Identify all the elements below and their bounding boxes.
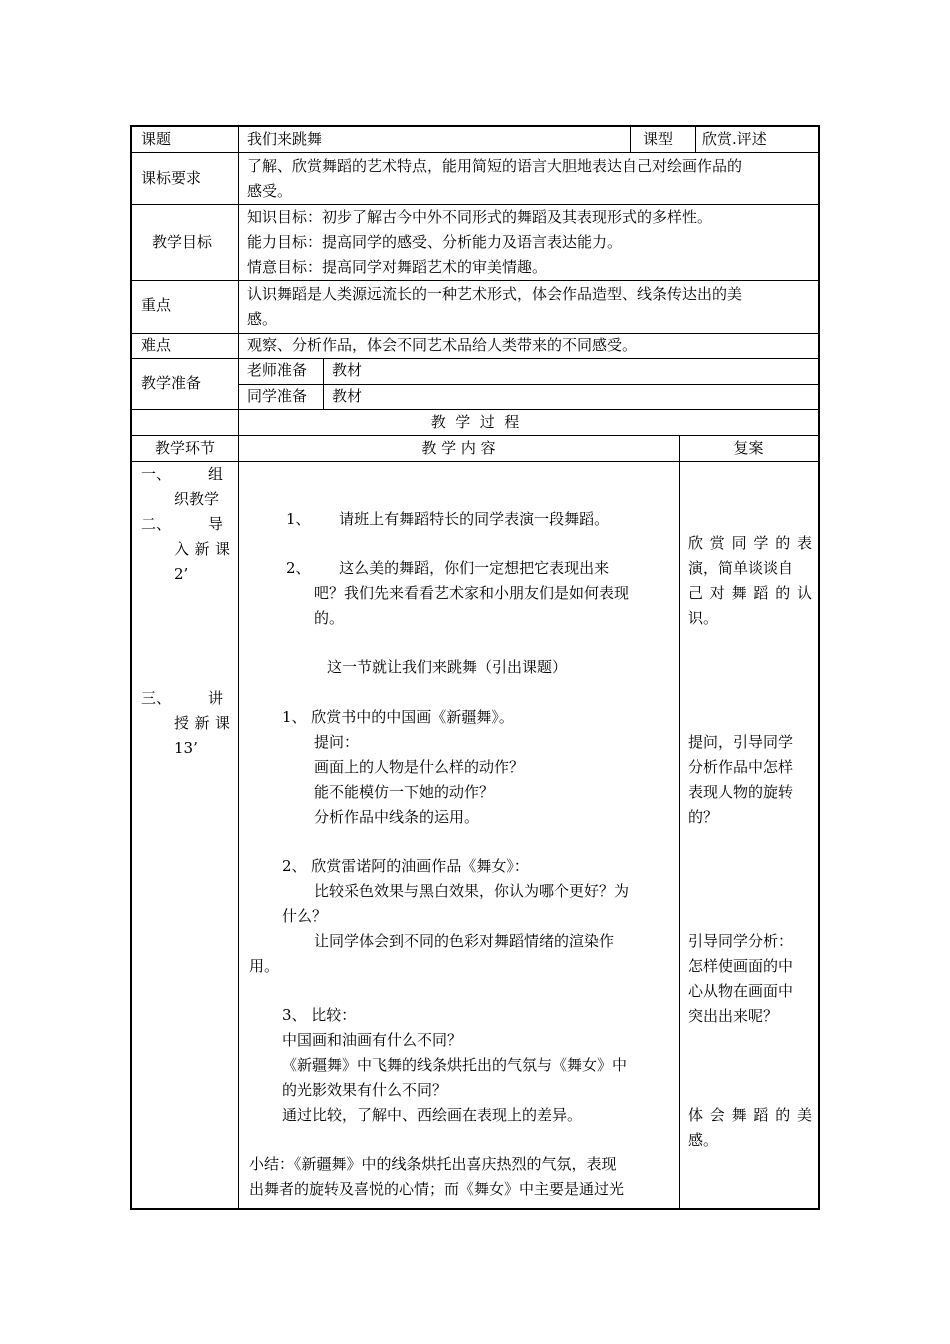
requirements-line: 感受。 (247, 182, 293, 200)
content-line: 提问： (314, 733, 360, 751)
stage-text: 织教学 (174, 490, 220, 508)
row-divider (132, 461, 818, 462)
content-line: 出舞者的旋转及喜悦的心情；而《舞女》中主要是通过光 (249, 1180, 625, 1198)
stage-number: 三、 (141, 689, 172, 707)
column-divider (238, 127, 239, 435)
process-title: 教 学 过 程 (430, 413, 520, 431)
row-divider (238, 384, 818, 385)
content-line: 1、 请班上有舞蹈特长的同学表演一段舞蹈。 (286, 510, 610, 528)
lesson-plan-table (130, 125, 820, 1210)
requirements-label: 课标要求 (141, 169, 202, 187)
row-divider (132, 358, 818, 359)
note-line: 突出出来呢？ (688, 1007, 779, 1025)
content-line: 1、 欣赏书中的中国画《新疆舞》。 (282, 708, 514, 726)
column-divider (323, 358, 324, 409)
teacher-prep-value: 教材 (332, 361, 363, 379)
content-line: 比较采色效果与黑白效果，你认为哪个更好？为 (314, 882, 630, 900)
content-line: 画面上的人物是什么样的动作？ (314, 758, 525, 776)
note-line: 感。 (688, 1131, 719, 1149)
content-line: 吧？我们先来看看艺术家和小朋友们是如何表现 (314, 584, 630, 602)
stage-duration: 2’ (174, 565, 189, 583)
note-line: 引导同学分析： (688, 932, 794, 950)
content-line: 的。 (314, 609, 345, 627)
column-divider (238, 435, 239, 1210)
stage-duration: 13’ (174, 739, 198, 757)
column-header-notes: 复案 (733, 439, 764, 457)
content-line: 2、 这么美的舞蹈，你们一定想把它表现出来 (286, 559, 610, 577)
note-line: 怎样使画面的中 (688, 957, 794, 975)
column-header-stage: 教学环节 (154, 439, 215, 457)
stage-number: 二、 (141, 515, 172, 533)
column-header-content: 教 学 内 容 (421, 439, 496, 457)
content-line: 2、 欣赏雷诺阿的油画作品《舞女》： (282, 857, 529, 875)
key-point-line: 感。 (247, 310, 278, 328)
objectives-line: 能力目标：提高同学的感受、分析能力及语言表达能力。 (247, 233, 623, 251)
objectives-line: 知识目标：初步了解古今中外不同形式的舞蹈及其表现形式的多样性。 (247, 208, 713, 226)
note-line: 识。 (688, 609, 719, 627)
content-line: 的光影效果有什么不同？ (282, 1081, 448, 1099)
note-line: 己对舞蹈的认 (688, 584, 812, 602)
content-line: 分析作品中线条的运用。 (314, 808, 480, 826)
content-line: 让同学体会到不同的色彩对舞蹈情绪的渲染作 (314, 932, 615, 950)
note-line: 欣赏同学的表 (688, 534, 812, 552)
stage-text: 授新课 (174, 714, 230, 732)
row-divider (132, 280, 818, 281)
column-divider (630, 127, 631, 152)
content-line: 中国画和油画有什么不同？ (282, 1031, 463, 1049)
key-point-label: 重点 (141, 296, 172, 314)
lesson-label: 课题 (141, 130, 172, 148)
stage-text: 导 (208, 515, 224, 533)
objectives-label: 教学目标 (152, 233, 213, 251)
student-prep-label: 同学准备 (247, 387, 308, 405)
row-divider (132, 152, 818, 153)
content-line: 什么？ (282, 907, 328, 925)
note-line: 心从物在画面中 (688, 982, 794, 1000)
type-value: 欣赏.评述 (702, 130, 767, 148)
content-line: 通过比较，了解中、西绘画在表现上的差异。 (282, 1106, 583, 1124)
stage-number: 一、 (141, 465, 172, 483)
teacher-prep-label: 老师准备 (247, 361, 308, 379)
key-point-line: 认识舞蹈是人类源远流长的一种艺术形式，体会作品造型、线条传达出的美 (247, 285, 743, 303)
stage-text: 组 (208, 465, 224, 483)
stage-text: 讲 (208, 689, 224, 707)
column-divider (695, 127, 696, 152)
content-line: 这一节就让我们来跳舞（引出课题） (327, 658, 568, 676)
type-label: 课型 (643, 130, 674, 148)
difficulty-text: 观察、分析作品，体会不同艺术品给人类带来的不同感受。 (247, 336, 638, 354)
difficulty-label: 难点 (141, 336, 172, 354)
preparation-label: 教学准备 (141, 374, 202, 392)
note-line: 演，简单谈谈自 (688, 559, 794, 577)
note-line: 表现人物的旋转 (688, 783, 794, 801)
column-divider (679, 435, 680, 1210)
lesson-title: 我们来跳舞 (247, 130, 323, 148)
content-line: 小结：《新疆舞》中的线条烘托出喜庆热烈的气氛，表现 (249, 1155, 617, 1173)
student-prep-value: 教材 (332, 387, 363, 405)
stage-text: 入新课 (174, 540, 230, 558)
content-line: 3、 比较： (282, 1006, 357, 1024)
content-line: 用。 (249, 957, 280, 975)
note-line: 分析作品中怎样 (688, 758, 794, 776)
objectives-line: 情意目标：提高同学对舞蹈艺术的审美情趣。 (247, 258, 548, 276)
note-line: 体会舞蹈的美 (688, 1106, 812, 1124)
content-line: 能不能模仿一下她的动作？ (314, 783, 495, 801)
note-line: 的？ (688, 808, 719, 826)
content-line: 《新疆舞》中飞舞的线条烘托出的气氛与《舞女》中 (282, 1056, 628, 1074)
note-line: 提问，引导同学 (688, 733, 794, 751)
requirements-line: 了解、欣赏舞蹈的艺术特点，能用简短的语言大胆地表达自己对绘画作品的 (247, 157, 743, 175)
